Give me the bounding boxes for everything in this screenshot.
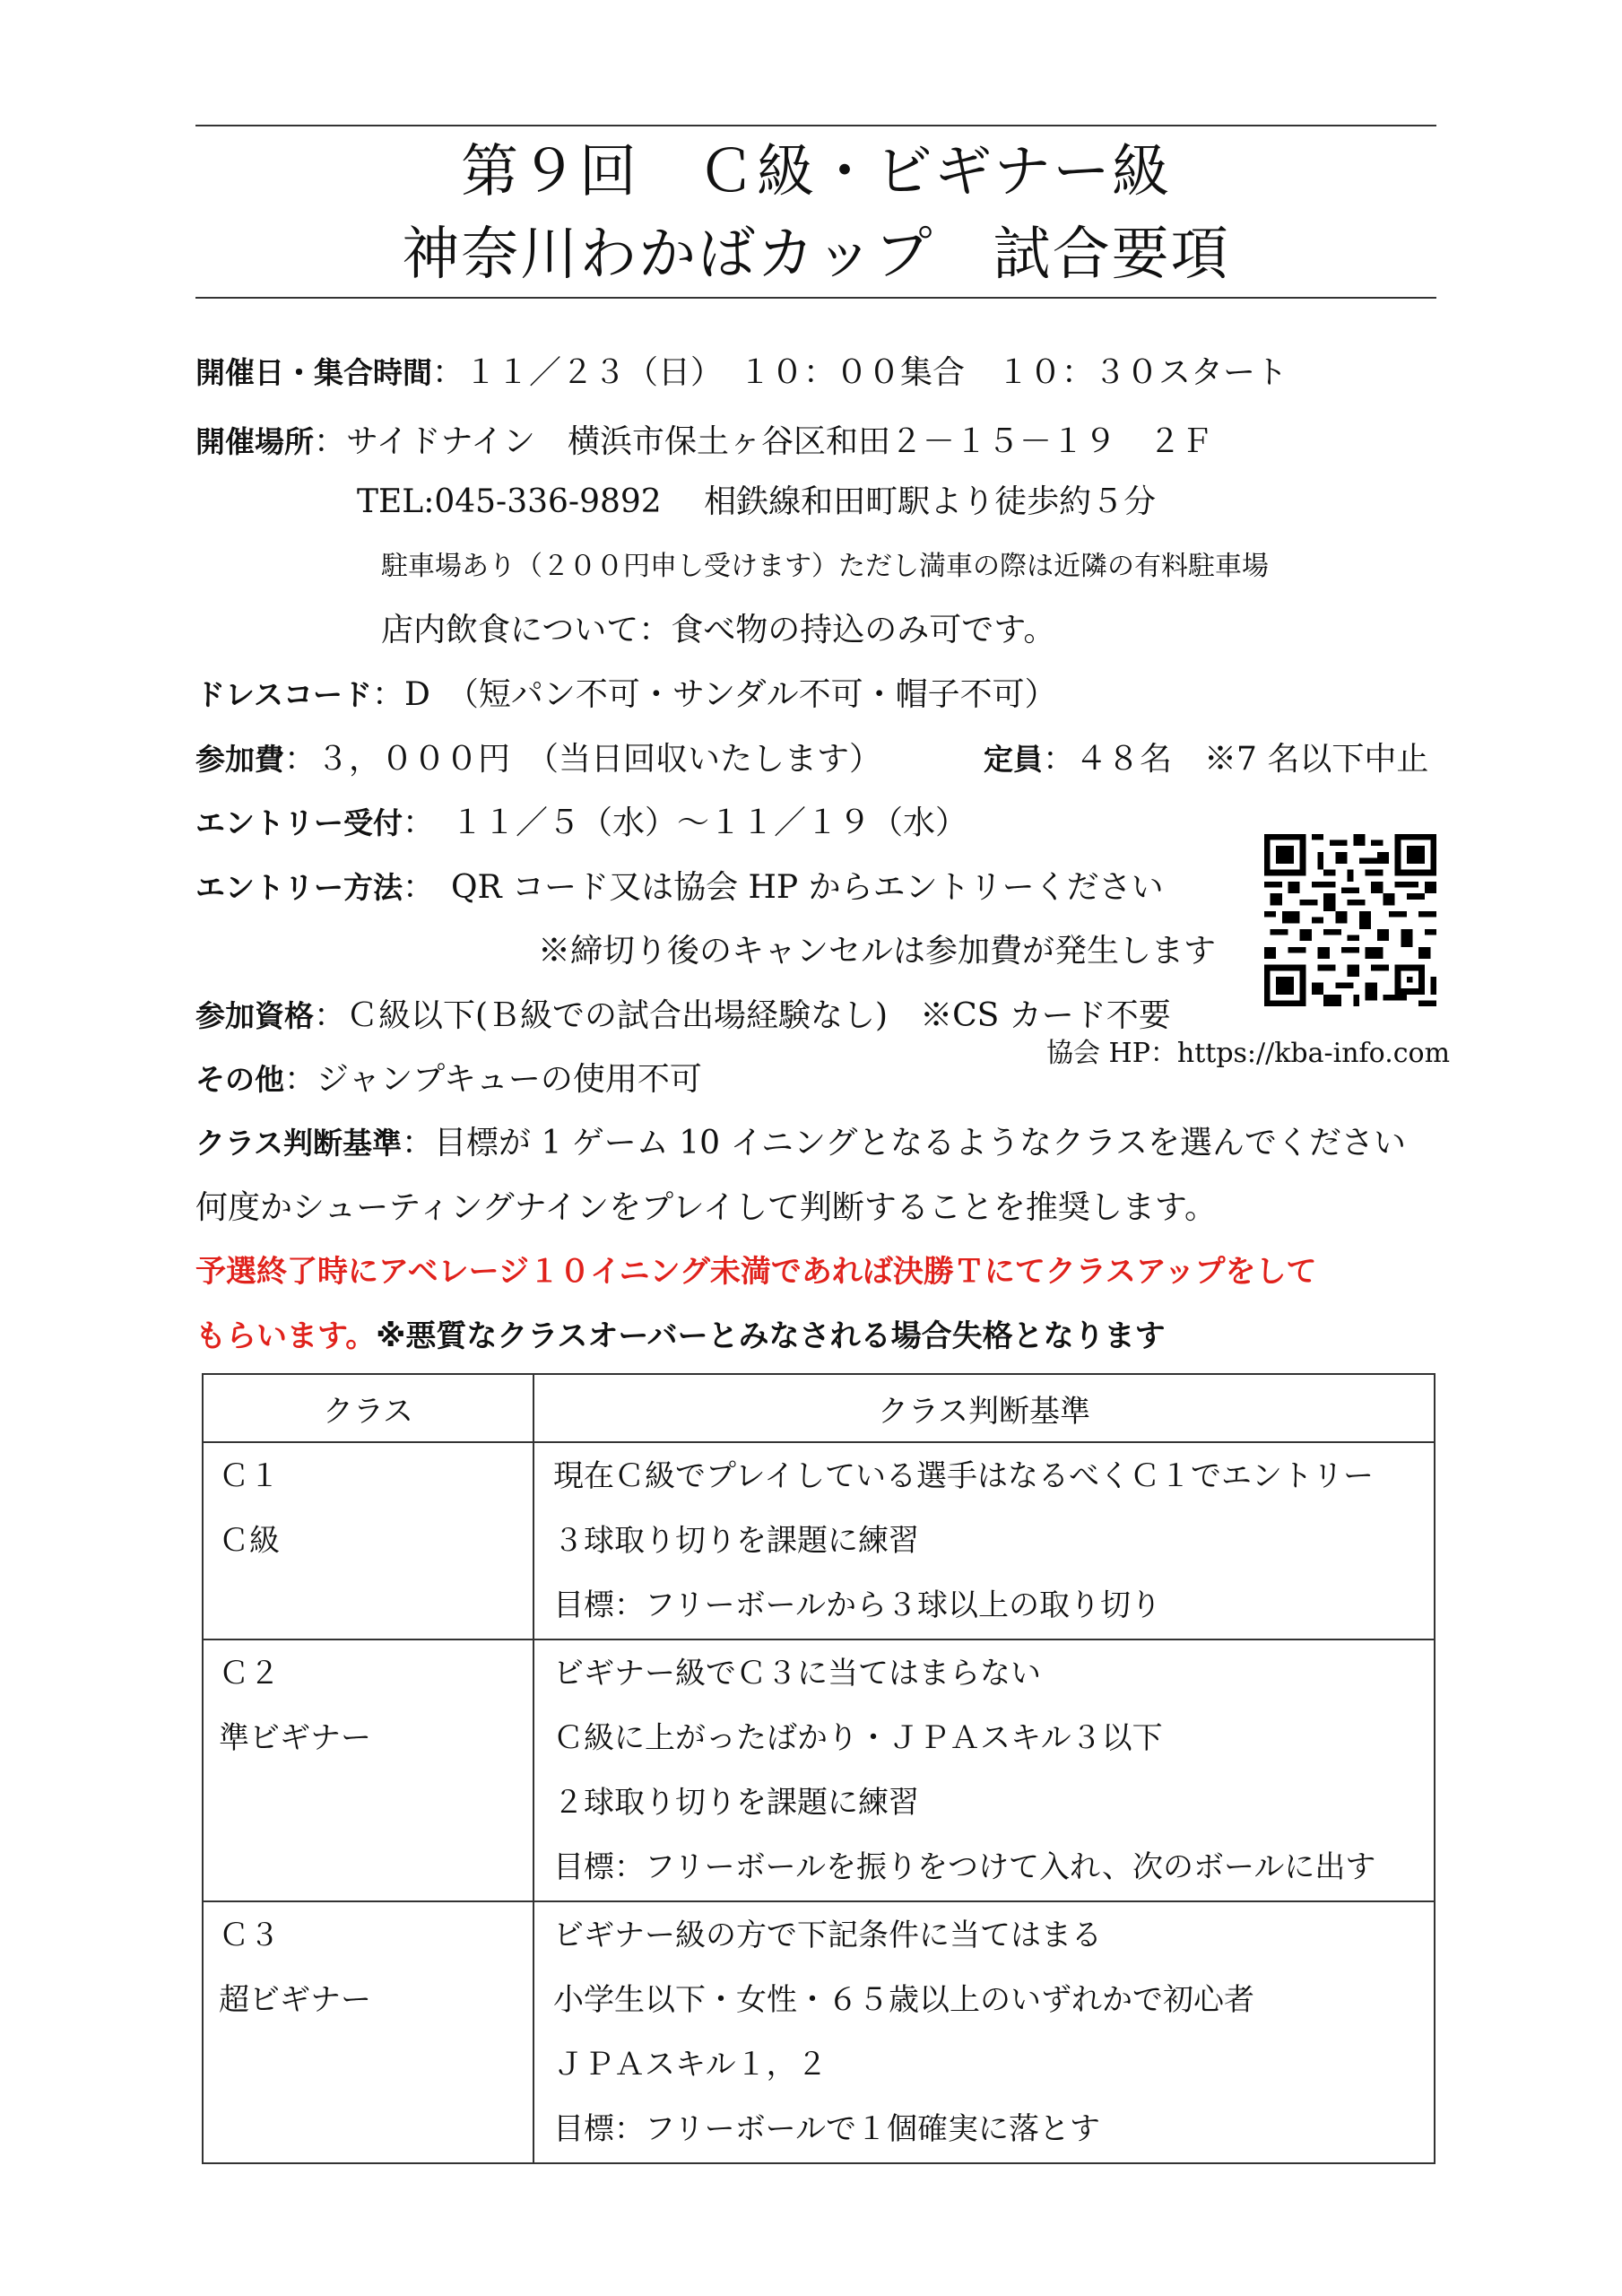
other-row	[195, 1057, 702, 1102]
other-value: ：ジャンプキューの使用不可	[284, 1061, 702, 1098]
fee-value: ：３，０００円 （当日回収いたします）	[284, 741, 882, 778]
class-criteria-value: ：目標が 1 ゲーム 10 イニングとなるようなクラスを選んでください	[402, 1125, 1406, 1161]
other-label: その他	[195, 1062, 284, 1097]
entry-method-value: ： QR コード又は協会 HP からエントリーください	[403, 869, 1164, 906]
class-code: Ｃ３	[219, 1918, 280, 1953]
entry-period-label: エントリー受付	[195, 805, 403, 840]
criteria-cell	[533, 1901, 1435, 2163]
venue-label: 開催場所	[195, 424, 314, 459]
class-code: Ｃ１	[219, 1458, 280, 1494]
capacity-label: 定員	[984, 742, 1043, 777]
criteria-line: ＪＰＡスキル１，２	[553, 2047, 828, 2083]
date-label: 開催日・集合時間	[195, 355, 432, 390]
entry-period-value: ： １１／５（水）～１１／１９（水）	[403, 804, 968, 841]
class-name: Ｃ級	[219, 1523, 280, 1559]
venue-food: 店内飲食について：食べ物の持込のみ可です。	[381, 612, 1056, 648]
criteria-line: 現在Ｃ級でプレイしている選手はなるべくＣ１でエントリー	[553, 1458, 1374, 1494]
criteria-cell	[533, 1639, 1435, 1901]
dress-row	[195, 673, 1057, 718]
title-line-1: 第９回 Ｃ級・ビギナー級	[461, 139, 1171, 205]
entry-cancel-note: ※締切り後のキャンセルは参加費が発生します	[538, 933, 1217, 970]
table-header-class: クラス	[203, 1374, 533, 1442]
date-row	[195, 351, 1288, 396]
warning-red-line-1: 予選終了時にアベレージ１０イニング未満であれば決勝Ｔにてクラスアップをして	[195, 1254, 1317, 1290]
criteria-line: 目標：フリーボールを振りをつけて入れ、次のボールに出す	[553, 1849, 1376, 1885]
criteria-line: ３球取り切りを課題に練習	[553, 1523, 919, 1559]
venue-value: ：サイドナイン 横浜市保土ヶ谷区和田２－１５－１９ ２Ｆ	[314, 423, 1213, 460]
table-row	[203, 1639, 1435, 1901]
title-line-2: 神奈川わかばカップ 試合要項	[402, 222, 1230, 288]
class-code: Ｃ２	[219, 1656, 280, 1692]
class-name: 超ビギナー	[219, 1982, 371, 2018]
class-criteria-label: クラス判断基準	[195, 1126, 403, 1161]
qualification-row	[195, 994, 1171, 1039]
qualification-value: ：Ｃ級以下(Ｂ級での試合出場経験なし) ※CS カード不要	[314, 997, 1171, 1034]
class-criteria-line-2: 何度かシューティングナインをプレイして判断することを推奨します。	[195, 1189, 1218, 1226]
title-bottom-rule	[195, 297, 1436, 299]
criteria-line: 目標：フリーボールで１個確実に落とす	[553, 2111, 1100, 2147]
capacity-value: ：４８名 ※7 名以下中止	[1043, 741, 1429, 778]
entry-method-label: エントリー方法	[195, 870, 403, 905]
date-value: ：１１／２３（日） １０：００集合 １０：３０スタート	[432, 354, 1288, 391]
warning-black-text: ※悪質なクラスオーバーとみなされる場合失格となります	[376, 1318, 1166, 1354]
qr-code-icon[interactable]	[1264, 834, 1436, 1006]
class-name: 準ビギナー	[219, 1720, 371, 1756]
table-header-row	[203, 1374, 1435, 1442]
criteria-cell	[533, 1442, 1435, 1639]
capacity-row	[984, 737, 1428, 782]
fee-row	[195, 737, 881, 782]
dress-label: ドレスコード	[195, 677, 373, 712]
class-criteria-row	[195, 1121, 1406, 1166]
class-table	[202, 1373, 1436, 2164]
venue-row	[195, 420, 1213, 465]
class-cell	[203, 1901, 533, 2163]
dress-value: ：D （短パン不可・サンダル不可・帽子不可）	[372, 676, 1057, 713]
table-header-criteria: クラス判断基準	[533, 1374, 1435, 1442]
venue-parking: 駐車場あり（２００円申し受けます）ただし満車の際は近隣の有料駐車場	[381, 551, 1269, 582]
title-top-rule	[195, 125, 1436, 126]
class-cell	[203, 1639, 533, 1901]
criteria-line: ビギナー級でＣ３に当てはまらない	[553, 1656, 1041, 1692]
criteria-line: Ｃ級に上がったばかり・ＪＰＡスキル３以下	[553, 1720, 1163, 1756]
criteria-line: ２球取り切りを課題に練習	[553, 1785, 919, 1821]
qualification-label: 参加資格	[195, 998, 314, 1033]
table-row	[203, 1442, 1435, 1639]
warning-line-2	[195, 1314, 1166, 1359]
entry-period-row	[195, 801, 967, 846]
criteria-line: 小学生以下・女性・６５歳以上のいずれかで初心者	[553, 1982, 1254, 2018]
venue-tel: TEL:045-336-9892 相鉄線和田町駅より徒歩約５分	[357, 483, 1157, 520]
association-hp[interactable]: 協会 HP：https://kba-info.com	[1046, 1038, 1451, 1069]
class-cell	[203, 1442, 533, 1639]
fee-label: 参加費	[195, 742, 284, 777]
criteria-line: ビギナー級の方で下記条件に当てはまる	[553, 1918, 1102, 1953]
criteria-line: 目標：フリーボールから３球以上の取り切り	[553, 1587, 1161, 1623]
entry-method-row	[195, 865, 1164, 910]
warning-red-line-2: もらいます。	[195, 1318, 377, 1354]
table-row	[203, 1901, 1435, 2163]
